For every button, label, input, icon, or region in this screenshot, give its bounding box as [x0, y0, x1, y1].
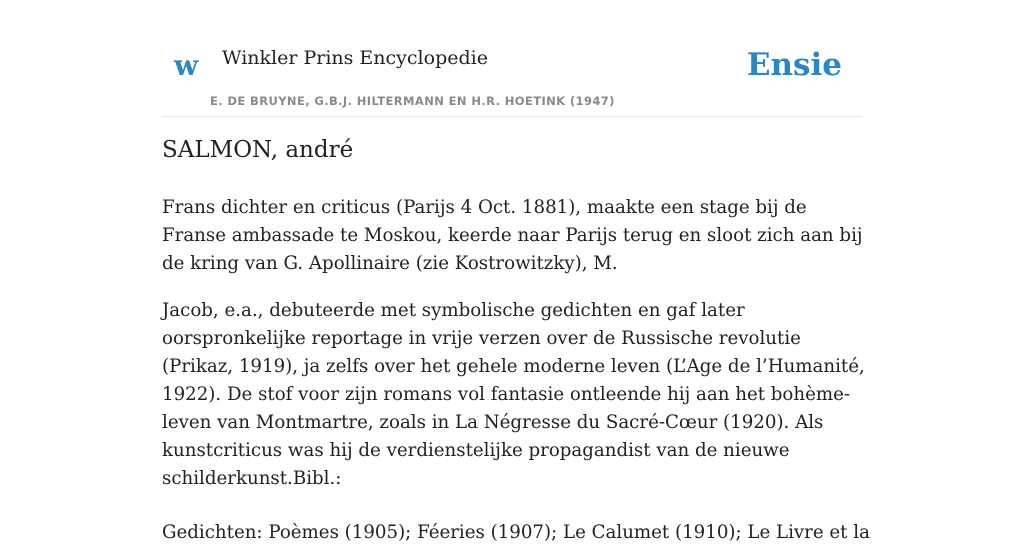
ensie-logo[interactable]: Ensie: [746, 47, 842, 83]
wp-logo-icon[interactable]: w: [174, 49, 199, 82]
article-paragraph: Jacob, e.a., debuteerde met symbolische gedichten en gaf later oorspronkelijke reportage in vrije verzen over de Russische revolutie (Prikaz, 1919), ja zelfs over het gehele moderne leven (L’Age de l’Humanité, 1922). De stof voor zijn romans vol fantasie ontleende hij aan het bohème-leven van Montmartre, zoals in La Négresse du Sacré-Cœur (1920). Als kunstcriticus was hij de verdienstelijke propagandist van de nieuwe schilderkunst.Bibl.:: [162, 299, 865, 489]
site-title[interactable]: Winkler Prins Encyclopedie: [222, 47, 488, 69]
article: [162, 136, 870, 547]
site-header: [162, 0, 862, 117]
authors-line: E. DE BRUYNE, G.B.J. HILTERMANN EN H.R. HOETINK (1947): [210, 94, 615, 108]
article-paragraph: Frans dichter en criticus (Parijs 4 Oct. 1881), maakte een stage bij de Franse ambassade te Moskou, keerde naar Parijs terug en sloot zich aan bij de kring van G. Apollinaire (zie Kostrowitzky), M.: [162, 196, 863, 274]
article-title: SALMON, andré: [162, 137, 354, 163]
article-paragraph: Gedichten: Poèmes (1905); Féeries (1907); Le Calumet (1910); Le Livre et la: [162, 521, 870, 543]
